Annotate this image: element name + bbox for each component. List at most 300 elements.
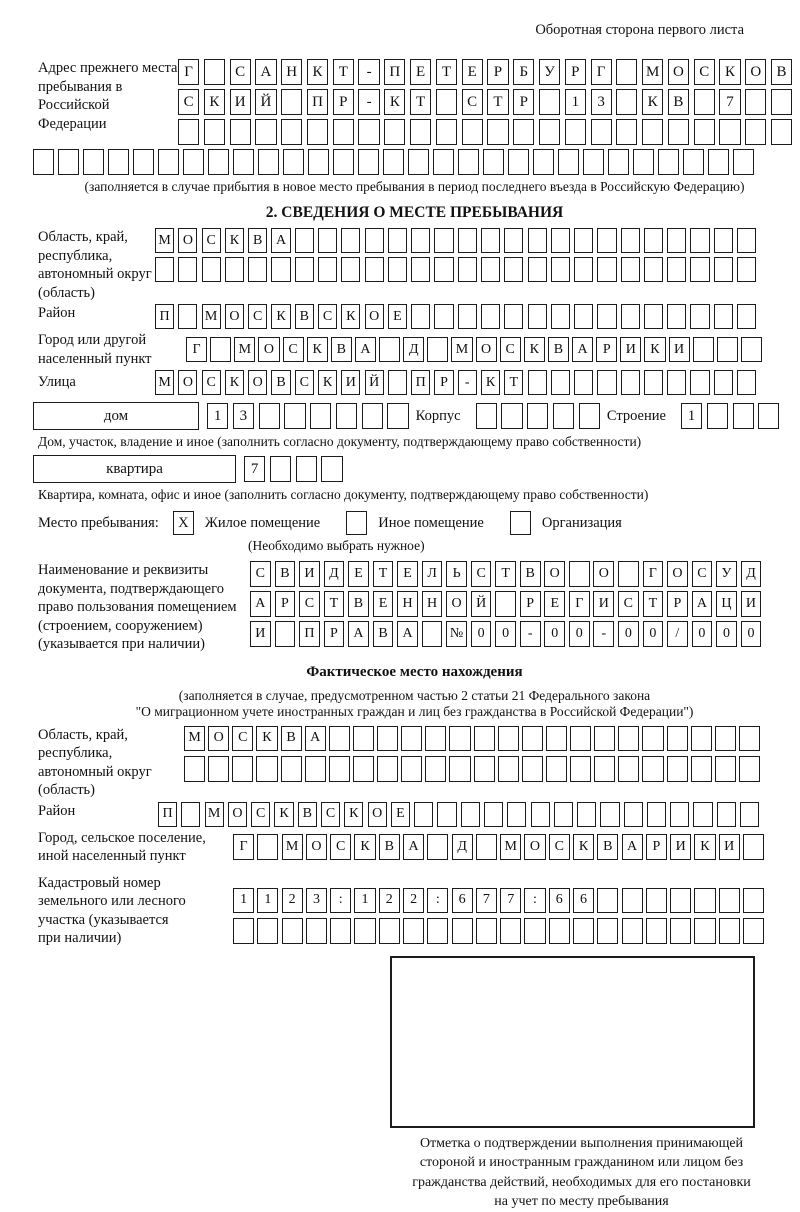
char-cell[interactable]: 7 <box>719 89 740 115</box>
char-cell[interactable] <box>33 149 54 175</box>
char-cell[interactable]: Е <box>544 591 565 617</box>
char-cell[interactable] <box>743 918 764 944</box>
char-cell[interactable] <box>307 119 328 145</box>
char-cell[interactable] <box>434 304 453 329</box>
char-cell[interactable]: Е <box>462 59 483 85</box>
char-cell[interactable]: К <box>271 304 290 329</box>
char-cell[interactable] <box>691 726 712 752</box>
char-cell[interactable] <box>383 149 404 175</box>
char-cell[interactable]: А <box>572 337 593 363</box>
char-cell[interactable] <box>283 149 304 175</box>
char-cell[interactable] <box>158 149 179 175</box>
char-cell[interactable] <box>353 756 374 782</box>
char-cell[interactable]: В <box>298 802 317 827</box>
char-cell[interactable] <box>644 257 663 282</box>
char-cell[interactable]: 1 <box>207 403 228 429</box>
char-cell[interactable]: А <box>622 834 643 860</box>
char-cell[interactable]: Р <box>596 337 617 363</box>
char-cell[interactable] <box>458 304 477 329</box>
char-cell[interactable]: Т <box>643 591 664 617</box>
char-cell[interactable]: К <box>384 89 405 115</box>
char-cell[interactable]: 0 <box>643 621 664 647</box>
char-cell[interactable]: К <box>204 89 225 115</box>
char-cell[interactable]: В <box>248 228 267 253</box>
char-cell[interactable] <box>425 726 446 752</box>
char-cell[interactable] <box>739 756 760 782</box>
char-cell[interactable]: В <box>520 561 541 587</box>
char-cell[interactable] <box>504 257 523 282</box>
char-cell[interactable] <box>642 756 663 782</box>
char-cell[interactable] <box>178 119 199 145</box>
char-cell[interactable] <box>528 257 547 282</box>
char-cell[interactable] <box>690 304 709 329</box>
char-cell[interactable] <box>513 119 534 145</box>
char-cell[interactable] <box>771 119 792 145</box>
char-cell[interactable]: А <box>255 59 276 85</box>
organization-checkbox[interactable] <box>510 511 531 535</box>
char-cell[interactable] <box>583 149 604 175</box>
char-cell[interactable] <box>533 149 554 175</box>
char-cell[interactable] <box>108 149 129 175</box>
char-cell[interactable]: К <box>225 370 244 395</box>
char-cell[interactable]: Р <box>667 591 688 617</box>
char-cell[interactable]: О <box>225 304 244 329</box>
char-cell[interactable] <box>333 119 354 145</box>
char-cell[interactable] <box>737 304 756 329</box>
char-cell[interactable] <box>570 726 591 752</box>
other-premises-checkbox[interactable] <box>346 511 367 535</box>
char-cell[interactable] <box>295 257 314 282</box>
char-cell[interactable]: К <box>307 59 328 85</box>
char-cell[interactable]: Т <box>504 370 523 395</box>
char-cell[interactable]: К <box>573 834 594 860</box>
char-cell[interactable] <box>483 149 504 175</box>
char-cell[interactable]: Д <box>452 834 473 860</box>
char-cell[interactable] <box>733 403 754 429</box>
char-cell[interactable] <box>621 228 640 253</box>
char-cell[interactable]: 1 <box>565 89 586 115</box>
char-cell[interactable]: К <box>642 89 663 115</box>
char-cell[interactable] <box>281 756 302 782</box>
char-cell[interactable] <box>551 257 570 282</box>
char-cell[interactable] <box>670 918 691 944</box>
char-cell[interactable] <box>717 337 738 363</box>
char-cell[interactable] <box>594 756 615 782</box>
char-cell[interactable]: С <box>330 834 351 860</box>
char-cell[interactable] <box>384 119 405 145</box>
char-cell[interactable]: 7 <box>500 888 521 914</box>
char-cell[interactable] <box>204 59 225 85</box>
char-cell[interactable]: И <box>741 591 762 617</box>
char-cell[interactable] <box>531 802 550 827</box>
char-cell[interactable] <box>481 304 500 329</box>
char-cell[interactable] <box>401 756 422 782</box>
char-cell[interactable] <box>208 756 229 782</box>
char-cell[interactable] <box>528 228 547 253</box>
char-cell[interactable]: И <box>593 591 614 617</box>
char-cell[interactable] <box>621 304 640 329</box>
char-cell[interactable] <box>694 888 715 914</box>
char-cell[interactable] <box>616 59 637 85</box>
char-cell[interactable] <box>667 370 686 395</box>
char-cell[interactable]: Е <box>373 591 394 617</box>
char-cell[interactable] <box>694 918 715 944</box>
char-cell[interactable]: К <box>694 834 715 860</box>
char-cell[interactable]: В <box>331 337 352 363</box>
char-cell[interactable] <box>310 403 331 429</box>
char-cell[interactable] <box>500 918 521 944</box>
char-cell[interactable] <box>330 918 351 944</box>
char-cell[interactable]: С <box>299 591 320 617</box>
char-cell[interactable]: : <box>524 888 545 914</box>
char-cell[interactable] <box>740 802 759 827</box>
char-cell[interactable] <box>667 756 688 782</box>
char-cell[interactable] <box>474 726 495 752</box>
char-cell[interactable]: К <box>274 802 293 827</box>
char-cell[interactable] <box>365 257 384 282</box>
char-cell[interactable] <box>178 257 197 282</box>
char-cell[interactable] <box>597 304 616 329</box>
char-cell[interactable] <box>474 756 495 782</box>
char-cell[interactable] <box>318 228 337 253</box>
char-cell[interactable] <box>295 228 314 253</box>
char-cell[interactable] <box>452 918 473 944</box>
char-cell[interactable] <box>714 257 733 282</box>
char-cell[interactable]: В <box>275 561 296 587</box>
char-cell[interactable] <box>233 918 254 944</box>
char-cell[interactable]: О <box>593 561 614 587</box>
char-cell[interactable]: М <box>202 304 221 329</box>
char-cell[interactable] <box>155 257 174 282</box>
char-cell[interactable] <box>377 726 398 752</box>
char-cell[interactable]: Р <box>646 834 667 860</box>
char-cell[interactable]: С <box>694 59 715 85</box>
char-cell[interactable]: : <box>427 888 448 914</box>
char-cell[interactable] <box>690 257 709 282</box>
char-cell[interactable] <box>622 888 643 914</box>
char-cell[interactable]: Й <box>471 591 492 617</box>
char-cell[interactable]: В <box>373 621 394 647</box>
char-cell[interactable]: Р <box>565 59 586 85</box>
char-cell[interactable] <box>476 834 497 860</box>
char-cell[interactable] <box>621 370 640 395</box>
char-cell[interactable]: К <box>344 802 363 827</box>
char-cell[interactable] <box>647 802 666 827</box>
char-cell[interactable]: К <box>481 370 500 395</box>
char-cell[interactable] <box>403 918 424 944</box>
char-cell[interactable]: : <box>330 888 351 914</box>
char-cell[interactable] <box>667 304 686 329</box>
char-cell[interactable] <box>565 119 586 145</box>
char-cell[interactable] <box>719 888 740 914</box>
char-cell[interactable] <box>597 228 616 253</box>
char-cell[interactable] <box>691 756 712 782</box>
char-cell[interactable]: О <box>524 834 545 860</box>
char-cell[interactable] <box>306 918 327 944</box>
char-cell[interactable]: У <box>716 561 737 587</box>
char-cell[interactable]: А <box>305 726 326 752</box>
char-cell[interactable]: Б <box>513 59 534 85</box>
char-cell[interactable] <box>714 304 733 329</box>
char-cell[interactable]: И <box>669 337 690 363</box>
char-cell[interactable]: П <box>384 59 405 85</box>
char-cell[interactable]: Д <box>324 561 345 587</box>
char-cell[interactable] <box>646 888 667 914</box>
char-cell[interactable] <box>449 756 470 782</box>
char-cell[interactable]: С <box>618 591 639 617</box>
char-cell[interactable] <box>737 228 756 253</box>
char-cell[interactable]: Н <box>281 59 302 85</box>
char-cell[interactable]: А <box>348 621 369 647</box>
char-cell[interactable] <box>183 149 204 175</box>
char-cell[interactable] <box>433 149 454 175</box>
char-cell[interactable] <box>379 337 400 363</box>
char-cell[interactable]: Г <box>186 337 207 363</box>
char-cell[interactable]: И <box>341 370 360 395</box>
char-cell[interactable] <box>436 119 457 145</box>
char-cell[interactable] <box>597 888 618 914</box>
char-cell[interactable]: Р <box>324 621 345 647</box>
char-cell[interactable] <box>618 756 639 782</box>
char-cell[interactable] <box>202 257 221 282</box>
char-cell[interactable] <box>574 304 593 329</box>
char-cell[interactable] <box>484 802 503 827</box>
char-cell[interactable] <box>411 228 430 253</box>
char-cell[interactable]: 1 <box>233 888 254 914</box>
char-cell[interactable] <box>318 257 337 282</box>
char-cell[interactable]: К <box>225 228 244 253</box>
char-cell[interactable]: - <box>358 89 379 115</box>
char-cell[interactable] <box>321 456 342 482</box>
char-cell[interactable] <box>579 403 600 429</box>
char-cell[interactable] <box>458 257 477 282</box>
char-cell[interactable] <box>233 149 254 175</box>
char-cell[interactable] <box>427 918 448 944</box>
char-cell[interactable]: С <box>462 89 483 115</box>
char-cell[interactable]: Г <box>233 834 254 860</box>
char-cell[interactable]: В <box>668 89 689 115</box>
char-cell[interactable] <box>693 802 712 827</box>
char-cell[interactable]: Г <box>591 59 612 85</box>
char-cell[interactable] <box>717 802 736 827</box>
char-cell[interactable] <box>667 257 686 282</box>
char-cell[interactable]: С <box>295 370 314 395</box>
char-cell[interactable] <box>259 403 280 429</box>
char-cell[interactable]: - <box>358 59 379 85</box>
char-cell[interactable]: 1 <box>257 888 278 914</box>
char-cell[interactable] <box>248 257 267 282</box>
char-cell[interactable]: А <box>397 621 418 647</box>
char-cell[interactable] <box>719 119 740 145</box>
char-cell[interactable]: И <box>719 834 740 860</box>
char-cell[interactable]: 2 <box>282 888 303 914</box>
char-cell[interactable]: И <box>670 834 691 860</box>
char-cell[interactable] <box>574 228 593 253</box>
char-cell[interactable] <box>658 149 679 175</box>
char-cell[interactable]: И <box>250 621 271 647</box>
char-cell[interactable] <box>743 834 764 860</box>
char-cell[interactable] <box>670 802 689 827</box>
char-cell[interactable] <box>427 337 448 363</box>
char-cell[interactable]: П <box>411 370 430 395</box>
char-cell[interactable] <box>569 561 590 587</box>
char-cell[interactable] <box>683 149 704 175</box>
char-cell[interactable] <box>597 918 618 944</box>
char-cell[interactable] <box>498 726 519 752</box>
char-cell[interactable]: 0 <box>471 621 492 647</box>
char-cell[interactable] <box>597 370 616 395</box>
char-cell[interactable] <box>522 756 543 782</box>
char-cell[interactable]: А <box>692 591 713 617</box>
char-cell[interactable]: 0 <box>716 621 737 647</box>
char-cell[interactable] <box>616 89 637 115</box>
char-cell[interactable] <box>771 89 792 115</box>
char-cell[interactable] <box>574 370 593 395</box>
char-cell[interactable] <box>401 726 422 752</box>
char-cell[interactable] <box>476 918 497 944</box>
char-cell[interactable] <box>256 756 277 782</box>
char-cell[interactable] <box>644 370 663 395</box>
char-cell[interactable] <box>377 756 398 782</box>
char-cell[interactable]: 0 <box>741 621 762 647</box>
char-cell[interactable] <box>633 149 654 175</box>
char-cell[interactable] <box>546 726 567 752</box>
char-cell[interactable]: 2 <box>403 888 424 914</box>
char-cell[interactable] <box>600 802 619 827</box>
char-cell[interactable]: В <box>348 591 369 617</box>
char-cell[interactable] <box>743 888 764 914</box>
char-cell[interactable]: М <box>500 834 521 860</box>
char-cell[interactable]: № <box>446 621 467 647</box>
char-cell[interactable] <box>528 304 547 329</box>
char-cell[interactable]: В <box>771 59 792 85</box>
char-cell[interactable]: К <box>719 59 740 85</box>
char-cell[interactable]: О <box>365 304 384 329</box>
char-cell[interactable] <box>551 370 570 395</box>
char-cell[interactable]: С <box>283 337 304 363</box>
char-cell[interactable] <box>434 257 453 282</box>
char-cell[interactable] <box>558 149 579 175</box>
char-cell[interactable]: П <box>299 621 320 647</box>
char-cell[interactable]: К <box>307 337 328 363</box>
char-cell[interactable]: О <box>228 802 247 827</box>
char-cell[interactable] <box>501 403 522 429</box>
char-cell[interactable]: К <box>318 370 337 395</box>
char-cell[interactable]: Т <box>373 561 394 587</box>
char-cell[interactable] <box>388 228 407 253</box>
char-cell[interactable] <box>230 119 251 145</box>
char-cell[interactable] <box>411 304 430 329</box>
char-cell[interactable] <box>481 257 500 282</box>
char-cell[interactable] <box>551 228 570 253</box>
char-cell[interactable]: М <box>642 59 663 85</box>
char-cell[interactable] <box>258 149 279 175</box>
char-cell[interactable]: О <box>544 561 565 587</box>
char-cell[interactable]: О <box>258 337 279 363</box>
char-cell[interactable] <box>708 149 729 175</box>
char-cell[interactable] <box>745 119 766 145</box>
char-cell[interactable]: 0 <box>495 621 516 647</box>
char-cell[interactable]: - <box>458 370 477 395</box>
char-cell[interactable]: В <box>271 370 290 395</box>
char-cell[interactable]: Н <box>397 591 418 617</box>
char-cell[interactable] <box>670 888 691 914</box>
char-cell[interactable]: С <box>692 561 713 587</box>
char-cell[interactable] <box>388 370 407 395</box>
char-cell[interactable] <box>210 337 231 363</box>
char-cell[interactable] <box>181 802 200 827</box>
char-cell[interactable]: Р <box>434 370 453 395</box>
char-cell[interactable]: О <box>446 591 467 617</box>
char-cell[interactable] <box>411 257 430 282</box>
char-cell[interactable]: Е <box>391 802 410 827</box>
char-cell[interactable] <box>296 456 317 482</box>
char-cell[interactable]: Г <box>178 59 199 85</box>
char-cell[interactable]: Р <box>487 59 508 85</box>
char-cell[interactable] <box>624 802 643 827</box>
char-cell[interactable] <box>707 403 728 429</box>
char-cell[interactable] <box>694 89 715 115</box>
char-cell[interactable] <box>208 149 229 175</box>
char-cell[interactable] <box>714 370 733 395</box>
char-cell[interactable] <box>690 370 709 395</box>
char-cell[interactable]: / <box>667 621 688 647</box>
char-cell[interactable]: 6 <box>452 888 473 914</box>
char-cell[interactable]: Т <box>410 89 431 115</box>
char-cell[interactable]: Н <box>422 591 443 617</box>
char-cell[interactable]: О <box>306 834 327 860</box>
char-cell[interactable] <box>594 726 615 752</box>
char-cell[interactable] <box>667 726 688 752</box>
char-cell[interactable] <box>329 726 350 752</box>
char-cell[interactable] <box>745 89 766 115</box>
char-cell[interactable]: П <box>155 304 174 329</box>
char-cell[interactable] <box>257 834 278 860</box>
char-cell[interactable]: М <box>205 802 224 827</box>
char-cell[interactable]: М <box>184 726 205 752</box>
char-cell[interactable] <box>362 403 383 429</box>
char-cell[interactable]: В <box>295 304 314 329</box>
char-cell[interactable]: М <box>155 370 174 395</box>
char-cell[interactable] <box>714 228 733 253</box>
char-cell[interactable] <box>379 918 400 944</box>
char-cell[interactable] <box>644 228 663 253</box>
char-cell[interactable]: М <box>282 834 303 860</box>
char-cell[interactable] <box>642 119 663 145</box>
char-cell[interactable] <box>508 149 529 175</box>
char-cell[interactable]: Д <box>741 561 762 587</box>
char-cell[interactable] <box>495 591 516 617</box>
char-cell[interactable] <box>387 403 408 429</box>
char-cell[interactable] <box>737 257 756 282</box>
char-cell[interactable] <box>476 403 497 429</box>
char-cell[interactable] <box>458 228 477 253</box>
char-cell[interactable] <box>425 756 446 782</box>
char-cell[interactable]: 1 <box>354 888 375 914</box>
char-cell[interactable] <box>308 149 329 175</box>
char-cell[interactable] <box>524 918 545 944</box>
char-cell[interactable] <box>281 89 302 115</box>
char-cell[interactable] <box>539 119 560 145</box>
char-cell[interactable]: Р <box>520 591 541 617</box>
char-cell[interactable] <box>621 257 640 282</box>
char-cell[interactable]: Г <box>569 591 590 617</box>
char-cell[interactable]: Й <box>255 89 276 115</box>
char-cell[interactable] <box>305 756 326 782</box>
char-cell[interactable] <box>644 304 663 329</box>
char-cell[interactable]: К <box>354 834 375 860</box>
char-cell[interactable]: 0 <box>544 621 565 647</box>
